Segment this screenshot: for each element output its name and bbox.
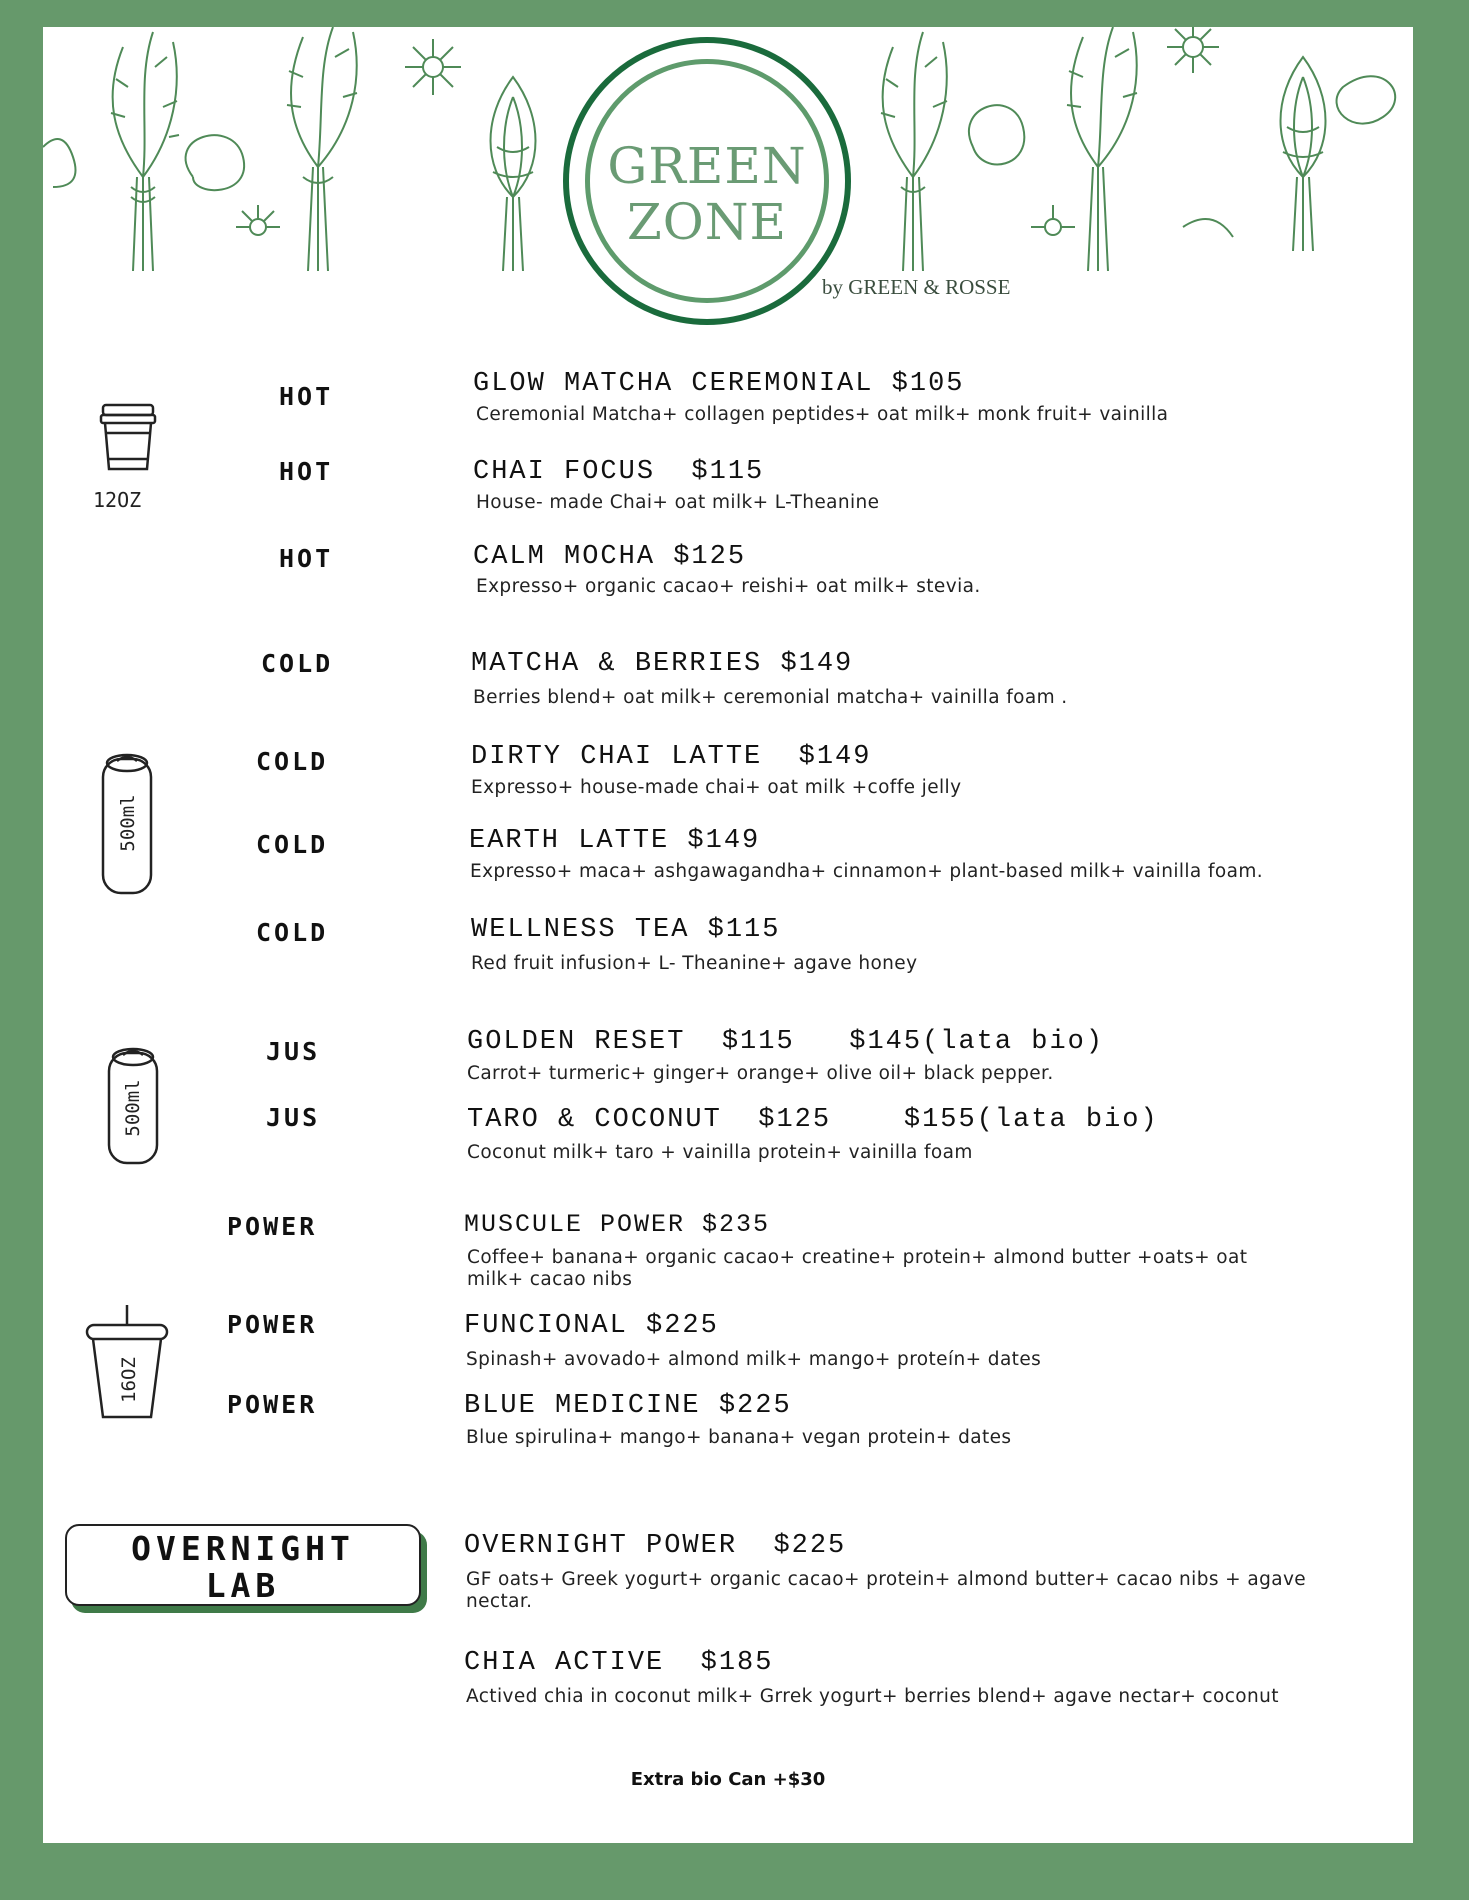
category-label: JUS: [266, 1037, 321, 1066]
menu-page: [43, 27, 1413, 1843]
menu-item-desc: Berries blend+ oat milk+ ceremonial matcha+ vainilla foam .: [473, 687, 1068, 708]
menu-item-desc: House- made Chai+ oat milk+ L-Theanine: [476, 492, 880, 513]
menu-item-desc: GF oats+ Greek yogurt+ organic cacao+ protein+ almond butter+ cacao nibs + agave nectar.: [466, 1569, 1307, 1612]
category-label: HOT: [279, 544, 334, 573]
menu-item-name: CHIA ACTIVE $185: [464, 1648, 774, 1678]
overnight-lab-label: [65, 1524, 421, 1606]
category-label: POWER: [227, 1390, 318, 1419]
power-size-label: 16OZ: [118, 1357, 140, 1403]
logo-line-2: ZONE: [627, 193, 787, 251]
category-label: COLD: [256, 747, 329, 776]
brand-logo: [563, 37, 851, 325]
menu-item-desc: Blue spirulina+ mango+ banana+ vegan protein+ dates: [466, 1427, 1012, 1448]
menu-item-name: WELLNESS TEA $115: [471, 915, 781, 945]
category-label: POWER: [227, 1310, 318, 1339]
jus-size-label: 500ml: [122, 1079, 144, 1137]
menu-item-desc: Expresso+ maca+ ashgawagandha+ cinnamon+ plant-based milk+ vainilla foam.: [470, 861, 1264, 882]
menu-item-desc: Actived chia in coconut milk+ Grrek yogurt+ berries blend+ agave nectar+ coconut: [466, 1686, 1279, 1707]
menu-item-desc: Carrot+ turmeric+ ginger+ orange+ olive oil+ black pepper.: [467, 1063, 1054, 1084]
logo-line-1: GREEN: [607, 137, 807, 195]
menu-item-desc: Red fruit infusion+ L- Theanine+ agave honey: [471, 953, 918, 974]
category-label: JUS: [266, 1103, 321, 1132]
menu-item-name: OVERNIGHT POWER $225: [464, 1531, 847, 1561]
menu-item-desc: Ceremonial Matcha+ collagen peptides+ oat milk+ monk fruit+ vainilla: [476, 404, 1169, 425]
cold-size-label: 500ml: [117, 794, 139, 852]
hot-cup-icon: [99, 401, 157, 473]
category-label: COLD: [261, 649, 334, 678]
menu-item-desc: Spinash+ avovado+ almond milk+ mango+ proteín+ dates: [466, 1349, 1042, 1370]
menu-item-name: MUSCULE POWER $235: [464, 1210, 771, 1239]
menu-item-name: GLOW MATCHA CEREMONIAL $105: [473, 369, 965, 399]
overnight-label-line2: LAB: [205, 1566, 281, 1605]
menu-item-desc: Expresso+ house-made chai+ oat milk +coffe jelly: [471, 777, 962, 798]
footer-note: Extra bio Can +$30: [630, 1769, 826, 1790]
menu-item-name: TARO & COCONUT $125 $155(lata bio): [467, 1105, 1159, 1135]
category-label: COLD: [256, 918, 329, 947]
menu-item-name: BLUE MEDICINE $225: [464, 1391, 792, 1421]
menu-item-desc: Coconut milk+ taro + vainilla protein+ vainilla foam: [467, 1142, 973, 1163]
hot-size-label: 12OZ: [93, 488, 142, 512]
menu-item-name: GOLDEN RESET $115 $145(lata bio): [467, 1027, 1105, 1057]
menu-item-name: EARTH LATTE $149: [469, 826, 761, 856]
menu-item-name: CALM MOCHA $125: [473, 542, 747, 572]
brand-byline: by GREEN & ROSSE: [822, 275, 1011, 299]
menu-item-name: FUNCIONAL $225: [464, 1311, 719, 1341]
menu-item-desc: Expresso+ organic cacao+ reishi+ oat milk+ stevia.: [476, 576, 981, 597]
category-label: HOT: [279, 382, 334, 411]
menu-item-name: MATCHA & BERRIES $149: [471, 649, 854, 679]
menu-item-name: DIRTY CHAI LATTE $149: [471, 742, 872, 772]
category-label: COLD: [256, 830, 329, 859]
category-label: POWER: [227, 1212, 318, 1241]
overnight-label-line1: OVERNIGHT: [131, 1529, 355, 1568]
category-label: HOT: [279, 457, 334, 486]
menu-item-name: CHAI FOCUS $115: [473, 457, 765, 487]
menu-item-desc: Coffee+ banana+ organic cacao+ creatine+ protein+ almond butter +oats+ oat milk+ cacao nibs: [467, 1247, 1248, 1290]
